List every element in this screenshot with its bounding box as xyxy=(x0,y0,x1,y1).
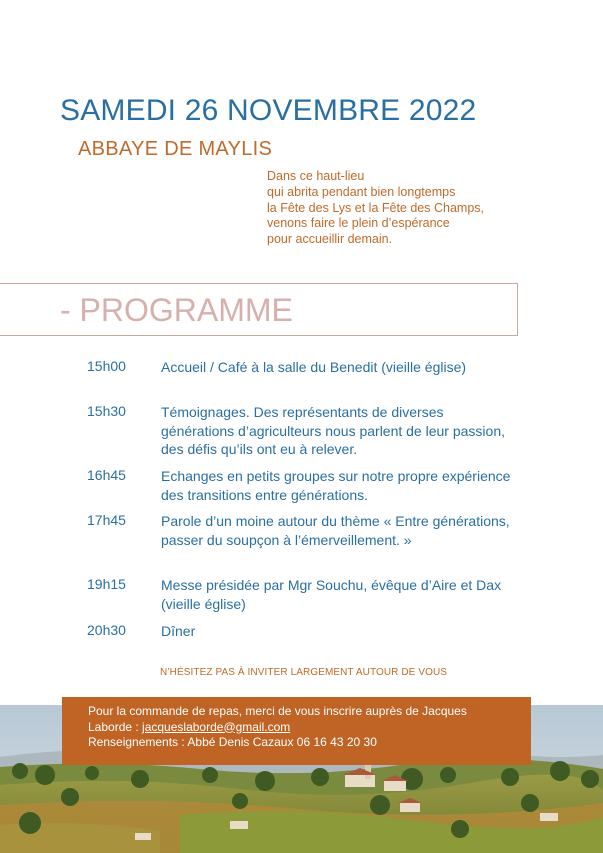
schedule-time: 17h45 xyxy=(87,512,126,528)
intro-paragraph xyxy=(267,169,537,248)
schedule-time: 15h30 xyxy=(87,403,126,419)
schedule-description: Parole d’un moine autour du thème « Entre générations, passer du soupçon à l’émerveillement. » xyxy=(161,513,510,548)
order-contact-line xyxy=(88,720,521,736)
event-date-title: SAMEDI 26 NOVEMBRE 2022 xyxy=(60,94,477,127)
contact-email-link[interactable]: jacqueslaborde@gmail.com xyxy=(142,719,291,734)
intro-line: venons faire le plein d’espérance xyxy=(267,216,450,231)
schedule-time: 19h15 xyxy=(87,576,126,592)
invite-note: N’HÉSITEZ PAS À INVITER LARGEMENT AUTOUR DE VOUS xyxy=(160,667,448,678)
intro-line: la Fête des Lys et la Fête des Champs, xyxy=(267,200,485,215)
order-instructions: Pour la commande de repas, merci de vous inscrire auprès de Jacques xyxy=(88,704,467,718)
schedule-description: Dîner xyxy=(161,623,196,639)
order-info-box xyxy=(62,697,531,765)
intro-line: Dans ce haut-lieu xyxy=(267,169,365,183)
schedule-description: Témoignages. Des représentants de diverses générations d’agriculteurs nous parlent de leur passion, des défis qu’ils ont eu à relever. xyxy=(161,404,505,457)
info-contact: Renseignements : Abbé Denis Cazaux 06 16 43 20 30 xyxy=(88,735,377,749)
schedule-time: 15h00 xyxy=(87,358,126,374)
schedule-time: 16h45 xyxy=(87,467,126,483)
programme-title: - PROGRAMME xyxy=(60,292,293,328)
intro-line: qui abrita pendant bien longtemps xyxy=(267,184,456,199)
programme-header-box xyxy=(0,283,518,336)
schedule-time: 20h30 xyxy=(87,622,126,638)
order-contact-prefix: Laborde : xyxy=(88,719,143,734)
intro-line: pour accueillir demain. xyxy=(267,232,393,247)
schedule-description: Accueil / Café à la salle du Benedit (vieille église) xyxy=(161,359,467,375)
schedule-description: Messe présidée par Mgr Souchu, évêque d’Aire et Dax (vieille église) xyxy=(161,577,502,612)
schedule-description: Echanges en petits groupes sur notre propre expérience des transitions entre générations. xyxy=(161,468,511,503)
venue-title: ABBAYE DE MAYLIS xyxy=(78,138,273,160)
